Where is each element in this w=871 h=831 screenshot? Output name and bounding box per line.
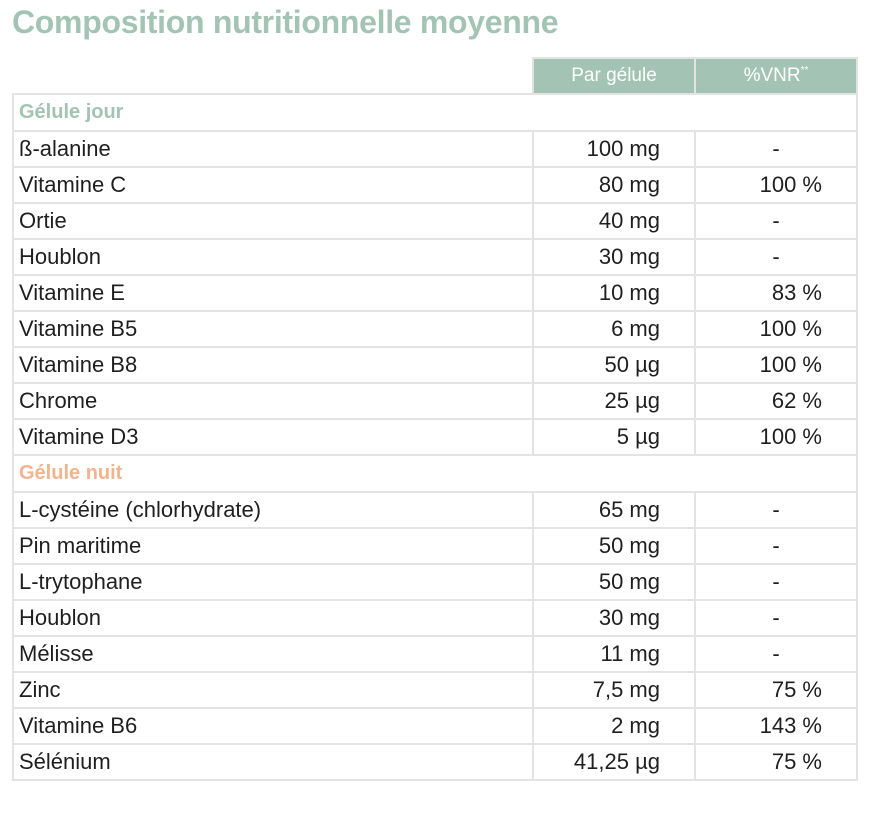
header-vnr-footnote-mark: ** bbox=[800, 65, 809, 76]
header-vnr-label: %VNR bbox=[743, 65, 801, 86]
amount-per-capsule: 40 mg bbox=[533, 203, 695, 239]
amount-per-capsule: 50 µg bbox=[533, 347, 695, 383]
ingredient-name: L-cystéine (chlorhydrate) bbox=[13, 492, 533, 528]
amount-per-capsule: 6 mg bbox=[533, 311, 695, 347]
amount-per-capsule: 65 mg bbox=[533, 492, 695, 528]
ingredient-name: Pin maritime bbox=[13, 528, 533, 564]
amount-per-capsule: 41,25 µg bbox=[533, 744, 695, 780]
amount-per-capsule: 25 µg bbox=[533, 383, 695, 419]
ingredient-name: Vitamine B5 bbox=[13, 311, 533, 347]
vnr-percent: 75 % bbox=[695, 744, 857, 780]
amount-per-capsule: 30 mg bbox=[533, 239, 695, 275]
ingredient-name: Mélisse bbox=[13, 636, 533, 672]
vnr-percent: 75 % bbox=[695, 672, 857, 708]
section-row bbox=[13, 455, 857, 492]
vnr-percent: - bbox=[695, 636, 857, 672]
table-row bbox=[13, 383, 857, 419]
section-label: Gélule nuit bbox=[13, 455, 857, 492]
table-row bbox=[13, 419, 857, 455]
amount-per-capsule: 5 µg bbox=[533, 419, 695, 455]
ingredient-name: Vitamine B8 bbox=[13, 347, 533, 383]
amount-per-capsule: 30 mg bbox=[533, 600, 695, 636]
vnr-percent: - bbox=[695, 528, 857, 564]
ingredient-name: Sélénium bbox=[13, 744, 533, 780]
ingredient-name: Vitamine C bbox=[13, 167, 533, 203]
amount-per-capsule: 50 mg bbox=[533, 528, 695, 564]
vnr-percent: - bbox=[695, 131, 857, 167]
vnr-percent: - bbox=[695, 492, 857, 528]
table-row bbox=[13, 744, 857, 780]
vnr-percent: 100 % bbox=[695, 167, 857, 203]
ingredient-name: Houblon bbox=[13, 239, 533, 275]
table-row bbox=[13, 203, 857, 239]
page-title: Composition nutritionnelle moyenne bbox=[12, 4, 559, 40]
ingredient-name: ß-alanine bbox=[13, 131, 533, 167]
table-row bbox=[13, 672, 857, 708]
table-row bbox=[13, 311, 857, 347]
table-row bbox=[13, 275, 857, 311]
amount-per-capsule: 7,5 mg bbox=[533, 672, 695, 708]
section-label: Gélule jour bbox=[13, 94, 857, 131]
table-row bbox=[13, 492, 857, 528]
section-row bbox=[13, 94, 857, 131]
header-blank-cell bbox=[13, 58, 533, 94]
ingredient-name: Zinc bbox=[13, 672, 533, 708]
vnr-percent: - bbox=[695, 203, 857, 239]
ingredient-name: Vitamine B6 bbox=[13, 708, 533, 744]
vnr-percent: - bbox=[695, 600, 857, 636]
amount-per-capsule: 10 mg bbox=[533, 275, 695, 311]
table-row bbox=[13, 600, 857, 636]
amount-per-capsule: 50 mg bbox=[533, 564, 695, 600]
vnr-percent: 100 % bbox=[695, 311, 857, 347]
table-row bbox=[13, 347, 857, 383]
table-row bbox=[13, 131, 857, 167]
ingredient-name: Ortie bbox=[13, 203, 533, 239]
table-row bbox=[13, 708, 857, 744]
ingredient-name: Houblon bbox=[13, 600, 533, 636]
table-row bbox=[13, 167, 857, 203]
amount-per-capsule: 2 mg bbox=[533, 708, 695, 744]
vnr-percent: 100 % bbox=[695, 347, 857, 383]
vnr-percent: 100 % bbox=[695, 419, 857, 455]
ingredient-name: Vitamine E bbox=[13, 275, 533, 311]
ingredient-name: Chrome bbox=[13, 383, 533, 419]
header-per-capsule-label: Par gélule bbox=[571, 65, 657, 86]
amount-per-capsule: 11 mg bbox=[533, 636, 695, 672]
table-row bbox=[13, 239, 857, 275]
ingredient-name: Vitamine D3 bbox=[13, 419, 533, 455]
amount-per-capsule: 80 mg bbox=[533, 167, 695, 203]
table-body bbox=[13, 94, 857, 780]
table-row bbox=[13, 564, 857, 600]
vnr-percent: 62 % bbox=[695, 383, 857, 419]
table-row bbox=[13, 528, 857, 564]
header-per-capsule bbox=[533, 58, 695, 94]
vnr-percent: - bbox=[695, 239, 857, 275]
nutrition-table bbox=[12, 57, 858, 781]
vnr-percent: 83 % bbox=[695, 275, 857, 311]
ingredient-name: L-trytophane bbox=[13, 564, 533, 600]
vnr-percent: 143 % bbox=[695, 708, 857, 744]
vnr-percent: - bbox=[695, 564, 857, 600]
table-row bbox=[13, 636, 857, 672]
header-vnr bbox=[695, 58, 857, 94]
amount-per-capsule: 100 mg bbox=[533, 131, 695, 167]
table-header-row bbox=[13, 58, 857, 94]
